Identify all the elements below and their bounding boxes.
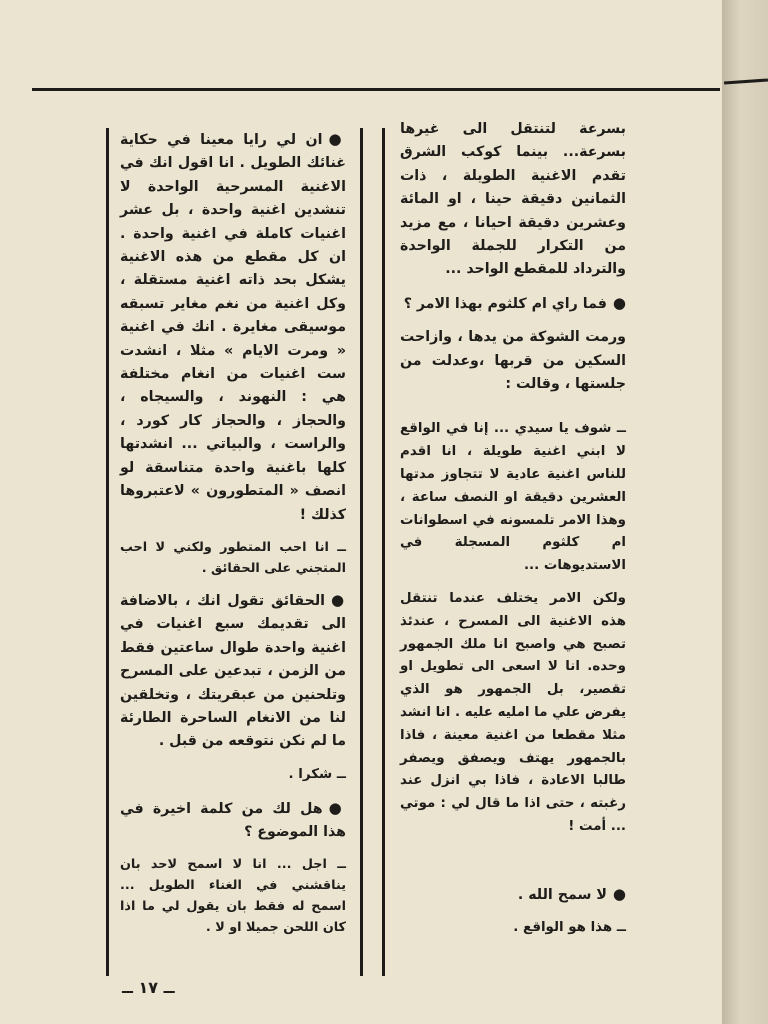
answer: ــ شكرا . xyxy=(288,766,346,782)
answer: ــ شوف يا سيدي ... إنا في الواقع لا ابني اغنية طويلة ، انا اقدم للناس اغنية عادية لا تتجاوز مدتها العشرين دقيقة او النصف ساعة ، وهذا الامر تلمسونه في اسطوانات ام كلثوم المسجلة في الاستديوهات ... xyxy=(400,421,626,574)
answer: ــ انا احب المتطور ولكني لا احب المتجني على الحقائق . xyxy=(120,539,346,576)
paragraph: ورمت الشوكة من يدها ، وازاحت السكين من قربها ،وعدلت من جلستها ، وقالت : xyxy=(400,329,626,393)
answer: ــ هذا هو الواقع . xyxy=(513,920,626,936)
question: ● لا سمح الله . xyxy=(400,883,626,907)
facing-page-edge xyxy=(722,0,768,1024)
question: ● هل لك من كلمة اخيرة في هذا الموضوع ؟ xyxy=(120,797,346,845)
question: ● الحقائق تقول انك ، بالاضافة الى تقديمك سبع اغنيات في اغنية واحدة طوال ساعتين فقط من الزمن ، تبدعين على المسرح وتلحنين من عبقريتك ، وتخلقين لنا من الانغام الساحرة الطارئة ما لم نكن نتوقعه من قبل . xyxy=(120,589,346,754)
column-rule-left xyxy=(106,128,109,976)
left-column xyxy=(120,128,346,948)
answer: ولكن الامر يختلف عندما تنتقل هذه الاغنية الى المسرح ، عندئذ تصبح هي واصبح انا ملك الجمهور وحده. انا لا اسعى الى تطويل او تقصير، بل الجمهور هو الذي يفرض علي ما امليه عليه . انا انشد مثلا مقطعا من اغنية معينة ، فاذا بالجمهور يهتف ويصفق ويصفر طالبا الاعادة ، فاذا بي انزل عند رغبته ، حتى اذا ما قال لي : موتي ... أمت ! xyxy=(400,591,626,835)
answer: ــ اجل ... انا لا اسمح لاحد بان يناقشني في الغناء الطويل ... اسمح له فقط بان يقول لي ما اذا كان اللحن جميلا او لا . xyxy=(120,857,346,936)
page-number: ــ ١٧ ــ xyxy=(122,978,175,997)
column-rule-right xyxy=(382,128,385,976)
question: ● ان لي رايا معينا في حكاية غنائك الطويل . انا اقول انك في الاغنية المسرحية الواحدة لا تنشدين اغنية واحدة ، بل عشر اغنيات كاملة في اغنية واحدة . ان كل مقطع من هذه الاغنية يشكل بحد ذاته اغنية مستقلة ، وكل اغنية من نغم مغاير تسبقه موسيقى مغايرة . انك في اغنية « ومرت الايام » مثلا ، انشدت ست اغنيات من انغام مختلفة هي : النهوند ، والسيجاه ، والحجاز ، والحجاز كار كورد ، والراست ، والبياتي ... انشدتها كلها باغنية واحدة متناسقة لو انصف « المتطورون » لاعتبروها كذلك ! xyxy=(120,128,346,527)
paragraph: بسرعة لتنتقل الى غيرها بسرعة... بينما كوكب الشرق تقدم الاغنية الطويلة ، ذات الثمانين دقيقة حينا ، او المائة وعشرين دقيقة احيانا ، مع مزيد من التكرار للجملة الواحدة والترداد للمقطع الواحد ... xyxy=(400,121,626,278)
right-column xyxy=(400,118,626,950)
column-rule-middle xyxy=(360,128,363,976)
top-rule xyxy=(32,88,720,91)
question: ● فما راي ام كلثوم بهذا الامر ؟ xyxy=(400,292,626,316)
